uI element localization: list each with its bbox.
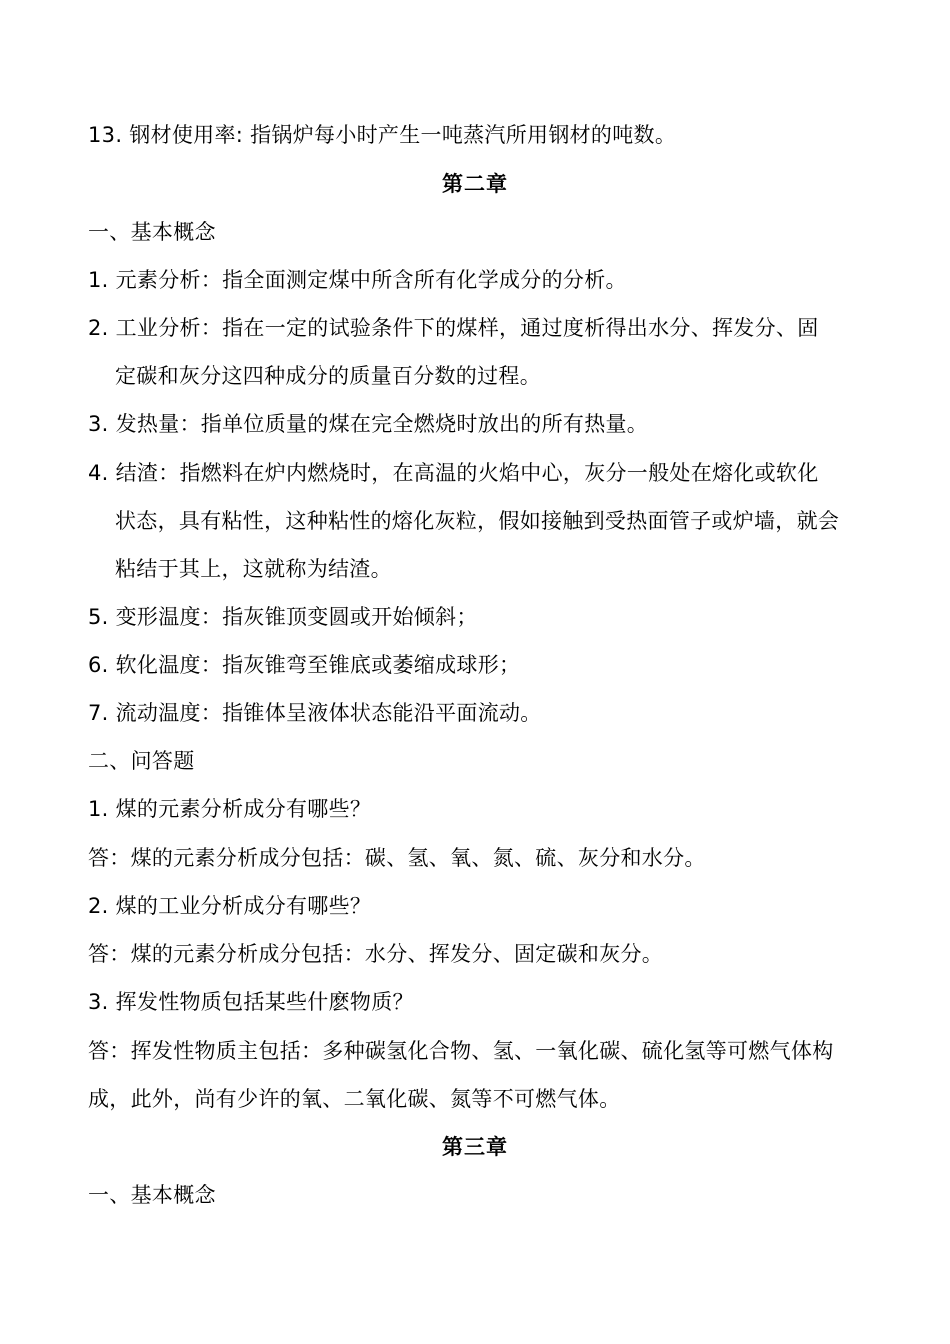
definition-4: 4. 结渣：指燃料在炉内燃烧时，在高温的火焰中心，灰分一般处在熔化或软化 xyxy=(88,461,819,485)
definition-4-continued-2: 粘结于其上，这就称为结渣。 xyxy=(115,557,392,581)
answer-3: 答：挥发性物质主包括：多种碳氢化合物、氢、一氧化碳、硫化氢等可燃气体构 xyxy=(88,1039,834,1063)
chapter-2-heading: 第二章 xyxy=(442,172,508,196)
definition-2-continued: 定碳和灰分这四种成分的质量百分数的过程。 xyxy=(115,364,541,388)
question-1: 1. 煤的元素分析成分有哪些？ xyxy=(88,797,372,821)
chapter-3-heading: 第三章 xyxy=(442,1135,508,1159)
section-qa: 二、问答题 xyxy=(88,749,195,773)
question-3: 3. 挥发性物质包括某些什麽物质？ xyxy=(88,990,414,1014)
definition-4-continued: 状态，具有粘性，这种粘性的熔化灰粒，假如接触到受热面管子或炉墙，就会 xyxy=(115,509,840,533)
definition-13: 13. 钢材使用率: 指锅炉每小时产生一吨蒸汽所用钢材的吨数。 xyxy=(88,123,677,147)
definition-3: 3. 发热量：指单位质量的煤在完全燃烧时放出的所有热量。 xyxy=(88,412,649,436)
answer-1: 答：煤的元素分析成分包括：碳、氢、氧、氮、硫、灰分和水分。 xyxy=(88,846,706,870)
definition-7: 7. 流动温度：指锥体呈液体状态能沿平面流动。 xyxy=(88,701,542,725)
answer-3-continued: 成，此外，尚有少许的氧、二氧化碳、氮等不可燃气体。 xyxy=(88,1087,621,1111)
section-basic-concepts: 一、基本概念 xyxy=(88,220,216,244)
answer-2: 答：煤的元素分析成分包括：水分、挥发分、固定碳和灰分。 xyxy=(88,942,664,966)
section-basic-concepts-2: 一、基本概念 xyxy=(88,1183,216,1207)
definition-2: 2. 工业分析：指在一定的试验条件下的煤样，通过度析得出水分、挥发分、固 xyxy=(88,316,819,340)
question-2: 2. 煤的工业分析成分有哪些？ xyxy=(88,894,372,918)
definition-1: 1. 元素分析：指全面测定煤中所含所有化学成分的分析。 xyxy=(88,268,627,292)
definition-5: 5. 变形温度：指灰锥顶变圆或开始倾斜； xyxy=(88,605,478,629)
definition-6: 6. 软化温度：指灰锥弯至锥底或萎缩成球形； xyxy=(88,653,521,677)
